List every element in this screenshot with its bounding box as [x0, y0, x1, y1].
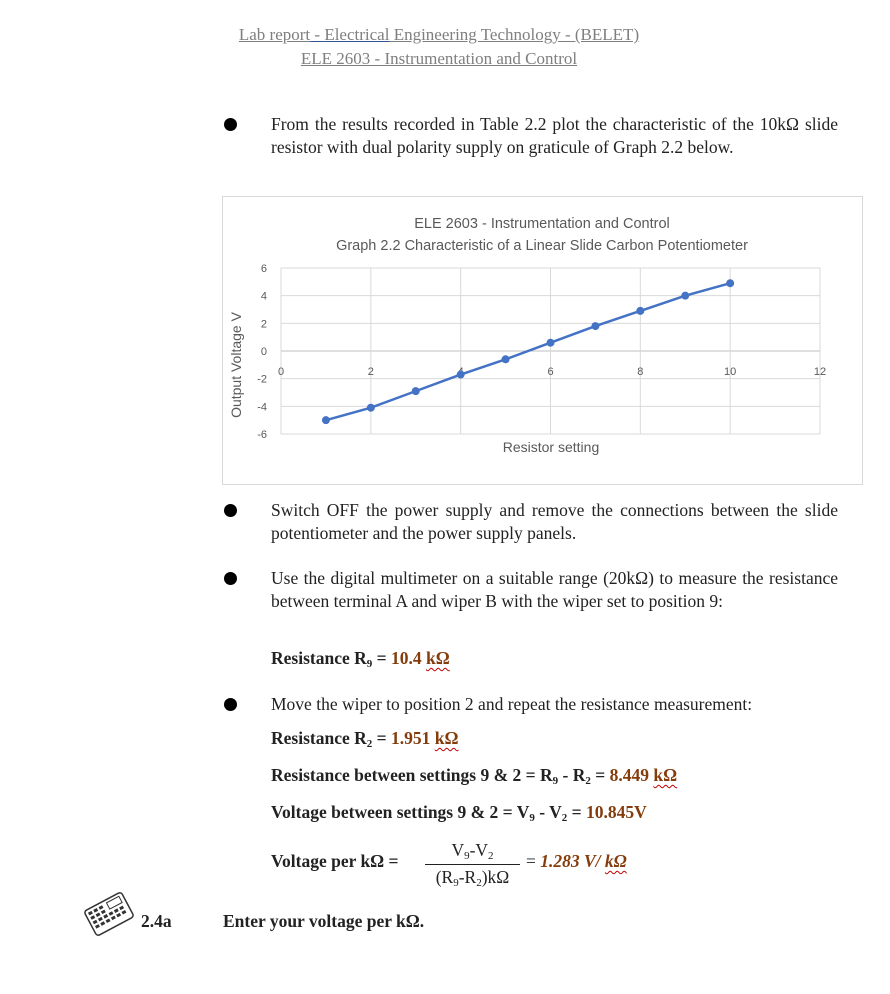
task-text: Enter your voltage per kΩ. [223, 911, 425, 931]
header-lab-report: Lab report [238, 25, 311, 44]
r2-sub: 2 [366, 738, 373, 750]
header-electrical: Electrical [324, 25, 390, 44]
r2-value: 1.951 [390, 728, 435, 748]
between-r-eq: = [590, 765, 610, 785]
fraction-numerator [425, 840, 520, 865]
r9-value: 10.4 [390, 648, 426, 668]
resistance-between [271, 765, 677, 787]
measure-9-paragraph: Use the digital multimeter on a suitable range (20kΩ) to measure the resistance between terminal A and wiper B with the wiper set to position 9: [271, 568, 838, 611]
r9-unit: kΩ [425, 648, 450, 668]
y-tick-label: -4 [257, 401, 267, 414]
graph-2-2 [222, 196, 863, 485]
y-tick-label: 6 [260, 263, 267, 275]
r2-label: Resistance R [271, 728, 367, 748]
den-mid: -R [458, 867, 477, 887]
switch-off-paragraph: Switch OFF the power supply and remove the connections between the slide potentiometer and the power supply panels. [271, 500, 838, 543]
x-tick-label: 12 [813, 366, 827, 378]
chart-x-axis-label: Resistor setting [502, 439, 600, 455]
data-point [322, 416, 330, 424]
header-line-1 [0, 25, 884, 45]
data-point [591, 322, 599, 330]
x-tick-label: 10 [724, 366, 737, 378]
voltage-between [271, 802, 647, 824]
num-sub2: 2 [488, 850, 494, 862]
between-r-sub2: 2 [585, 775, 591, 787]
num-v: V [451, 840, 465, 860]
x-tick-label: 6 [547, 366, 554, 378]
between-r-sub1: 9 [552, 775, 559, 787]
between-v-mid: - V [534, 802, 562, 822]
den-sub1: 9 [453, 877, 459, 889]
between-r-label: Resistance between settings 9 & 2 = R [271, 765, 553, 785]
data-point [636, 307, 644, 315]
chart-title-line-1: ELE 2603 - Instrumentation and Control [414, 216, 670, 232]
between-r-mid: - R [558, 765, 586, 785]
den-sub2: 2 [476, 877, 482, 889]
task-number: 2.4a [141, 911, 172, 931]
r9-eq: = [372, 648, 391, 668]
den-r: (R [435, 867, 454, 887]
measure-2-paragraph: Move the wiper to position 2 and repeat the resistance measurement: [271, 694, 753, 714]
bullet-icon [224, 504, 237, 517]
bullet-icon [224, 698, 237, 711]
header-dash: - [310, 25, 325, 44]
data-point [502, 355, 510, 363]
between-v-value: 10.845V [586, 802, 647, 822]
per-k-eq: = [526, 851, 541, 871]
between-v-eq: = [567, 802, 586, 822]
data-point [412, 387, 420, 395]
between-v-label: Voltage between settings 9 & 2 = V [271, 802, 530, 822]
r2-eq: = [372, 728, 391, 748]
y-tick-label: -6 [257, 429, 267, 441]
x-tick-label: 0 [277, 366, 285, 378]
voltage-per-k-result [526, 851, 627, 872]
data-point [457, 371, 465, 379]
per-k-unit: kΩ [604, 851, 627, 871]
voltage-per-k-fraction [425, 840, 520, 889]
y-tick-label: -2 [257, 373, 267, 386]
y-tick-label: 2 [260, 318, 267, 331]
chart-svg [223, 197, 862, 484]
chart-y-axis-label: Output Voltage V [228, 312, 244, 418]
r2-unit: kΩ [434, 728, 459, 748]
voltage-per-k-label: Voltage per kΩ = [271, 851, 399, 871]
intro-paragraph: From the results recorded in Table 2.2 plot the characteristic of the 10kΩ slide resistor with dual polarity supply on graticule of Graph 2.2 below. [271, 114, 838, 157]
data-point [726, 279, 734, 287]
data-point [547, 339, 555, 347]
y-tick-label: 4 [260, 290, 267, 303]
between-v-sub2: 2 [561, 812, 568, 824]
between-v-sub1: 9 [529, 812, 535, 824]
den-end: )kΩ [481, 867, 510, 887]
resistance-r2 [271, 728, 458, 750]
header-rest: Engineering Technology - (BELET) [389, 25, 640, 44]
calculator-icon [82, 890, 136, 943]
header-line-2 [0, 49, 884, 69]
num-mid: -V [469, 840, 489, 860]
header-course: ELE 2603 - Instrumentation and Control [300, 49, 578, 68]
bullet-icon [224, 118, 237, 131]
fraction-denominator [425, 865, 520, 889]
r9-label: Resistance R [271, 648, 367, 668]
series-line [326, 283, 730, 420]
x-tick-label: 8 [637, 366, 644, 378]
num-sub1: 9 [464, 850, 470, 862]
between-r-value: 8.449 [609, 765, 654, 785]
data-point [681, 292, 689, 300]
chart-title-line-2: Graph 2.2 Characteristic of a Linear Slide Carbon Potentiometer [336, 238, 748, 254]
resistance-r9 [271, 648, 450, 670]
x-tick-label: 2 [367, 366, 374, 378]
between-r-unit: kΩ [653, 765, 678, 785]
per-k-value: 1.283 V/ [540, 851, 605, 871]
y-tick-label: 0 [260, 346, 267, 358]
data-point [367, 404, 375, 412]
bullet-icon [224, 572, 237, 585]
r9-sub: 9 [366, 658, 373, 670]
